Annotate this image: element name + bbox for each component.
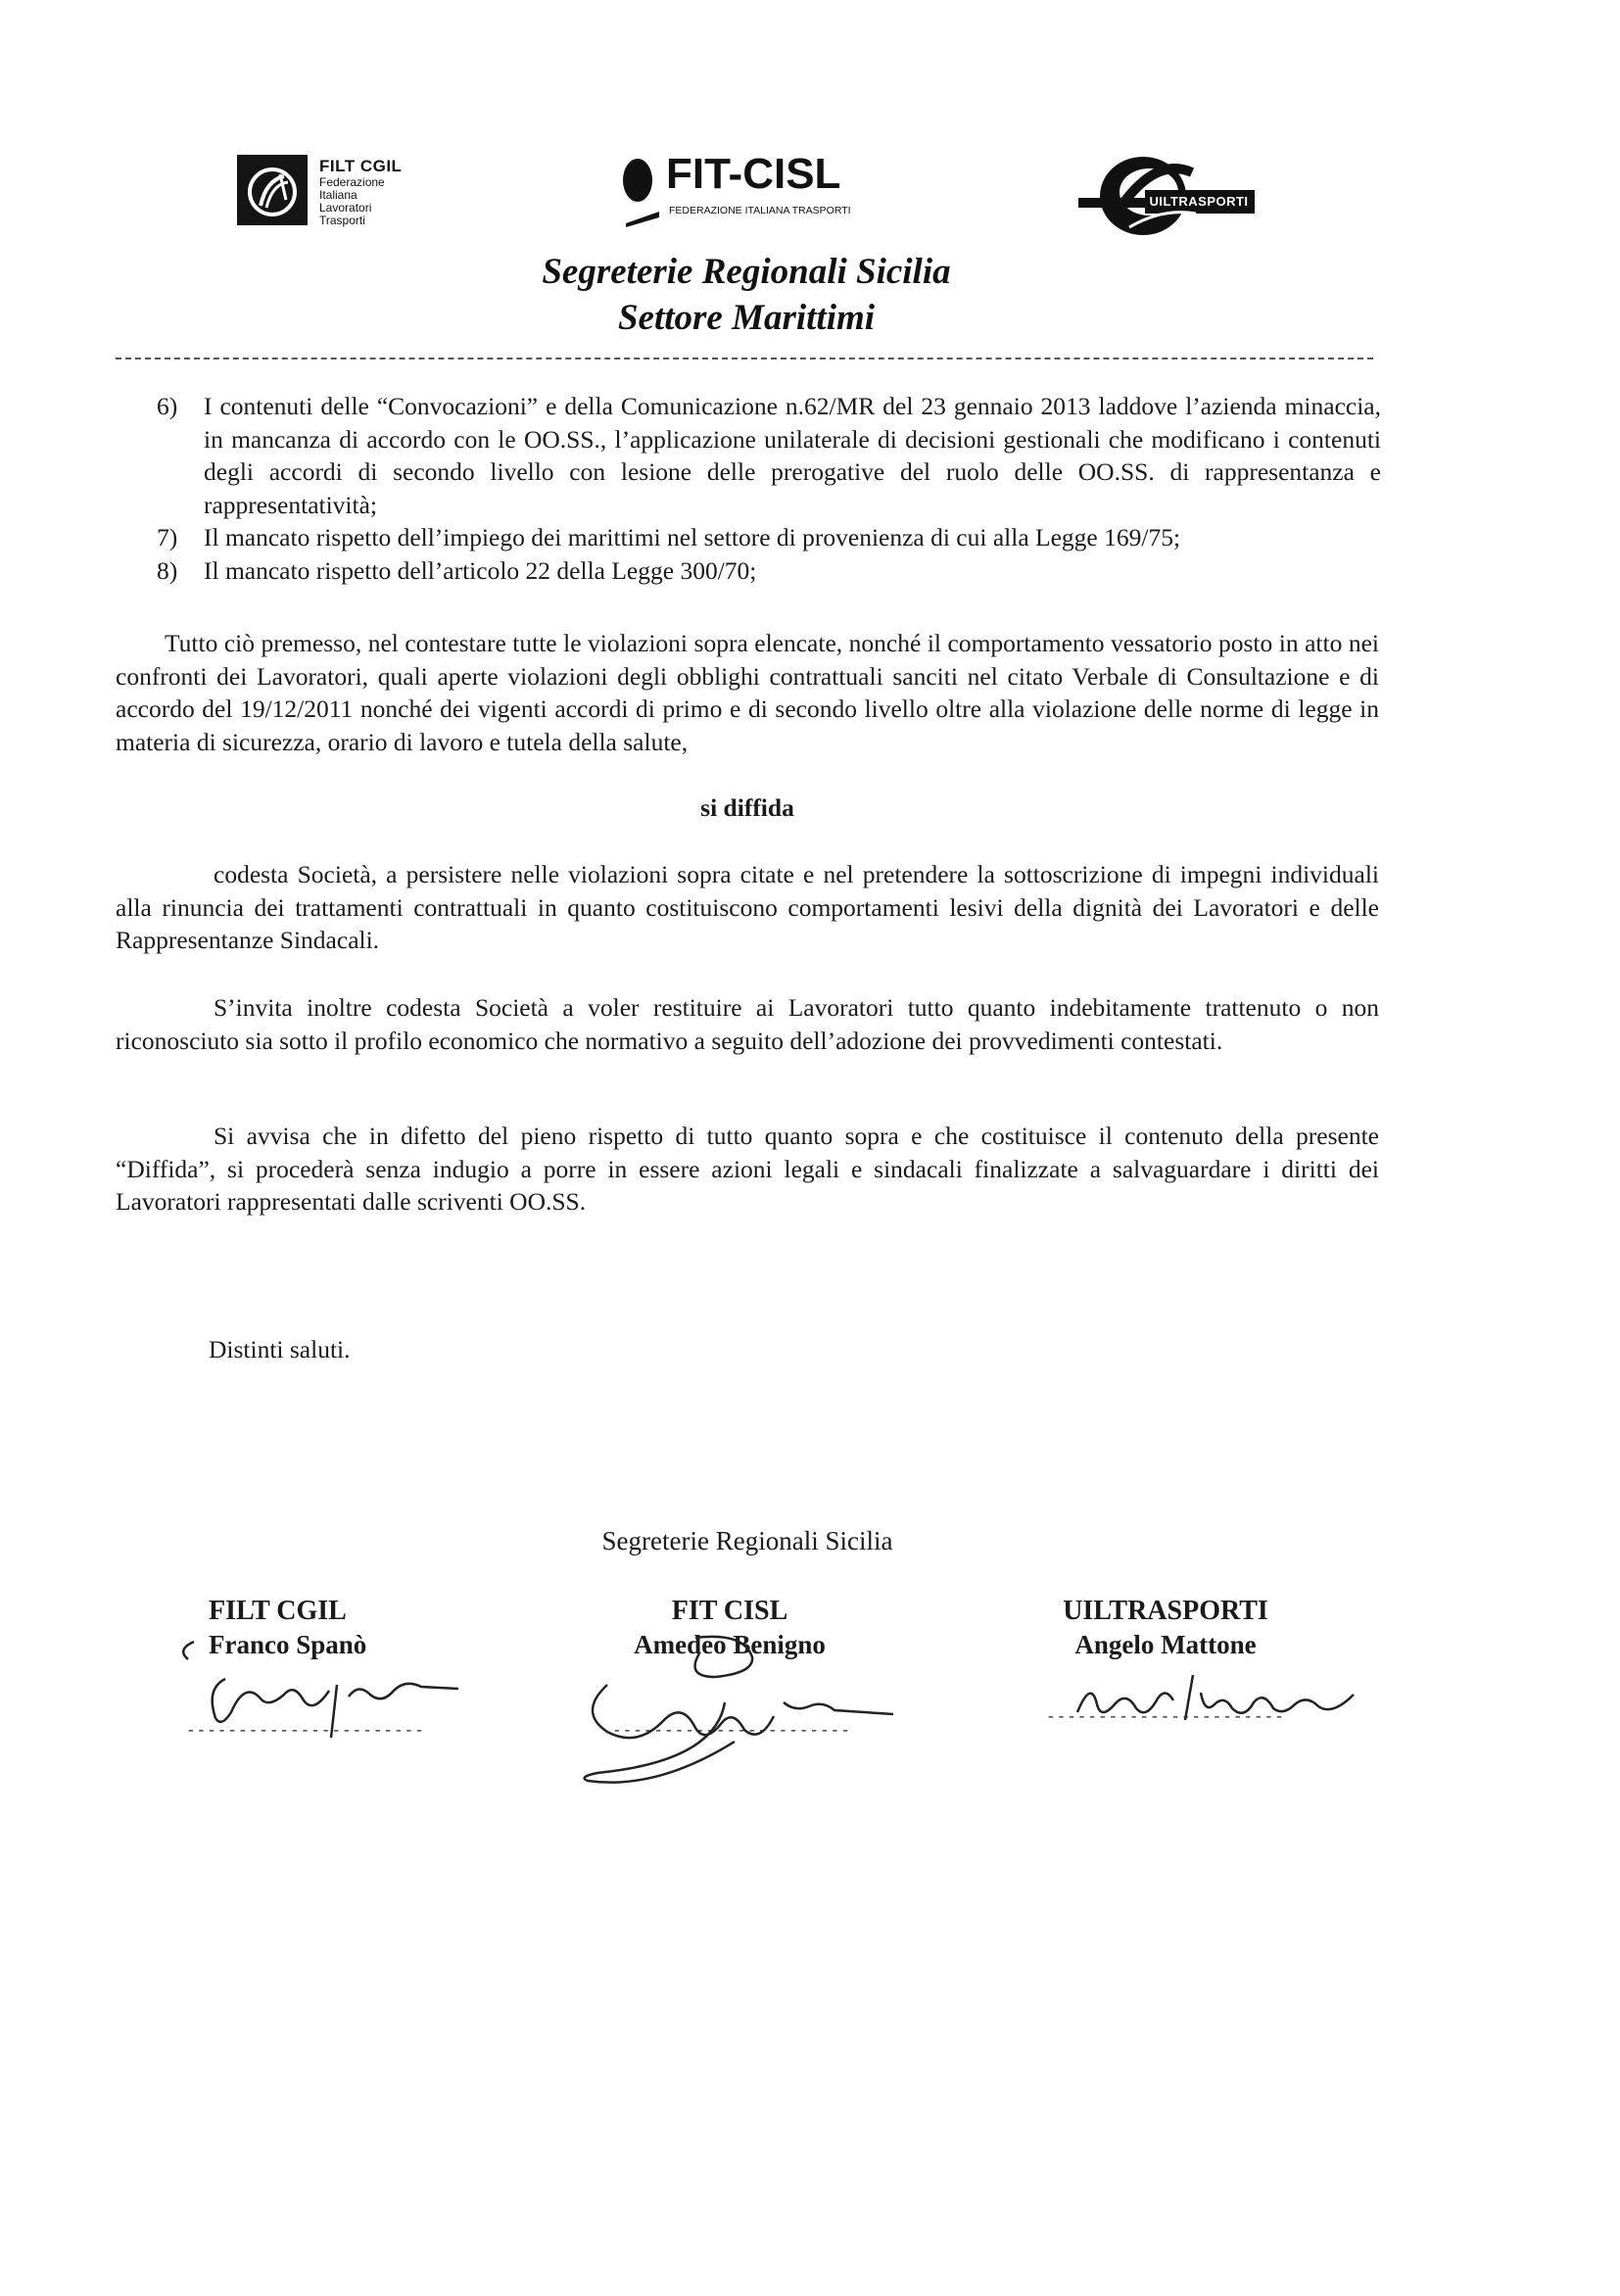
- signature-line: -----------------------: [1046, 1708, 1285, 1726]
- filt-cgil-emblem-icon: [237, 155, 308, 225]
- list-item-text: Il mancato rispetto dell’impiego dei marittimi nel settore di provenienza di cui alla Legge 169/75;: [204, 523, 1181, 551]
- cisl-logo-subtitle: FEDERAZIONE ITALIANA TRASPORTI: [669, 205, 851, 216]
- filt-cgil-logo: [237, 155, 403, 253]
- diffida-heading: si diffida: [700, 793, 794, 822]
- signature-org: FILT CGIL: [209, 1596, 347, 1626]
- paragraph-invito: S’invita inoltre codesta Società a voler restituire ai Lavoratori tutto quanto indebitamente trattenuto o non riconosciuto sia sotto il profilo economico che normativo a seguito dell’adozione dei provvedimenti contestati.: [116, 993, 1379, 1055]
- uiltrasporti-logo-name: UILTRASPORTI: [1149, 194, 1249, 209]
- signature-person: Angelo Mattone: [1074, 1630, 1257, 1659]
- signatures-header: Segreterie Regionali Sicilia: [601, 1526, 893, 1555]
- cgil-logo-line: Federazione: [319, 175, 385, 189]
- closing-greeting: Distinti saluti.: [209, 1335, 351, 1363]
- list-item-text: Il mancato rispetto dell’articolo 22 della Legge 300/70;: [204, 555, 757, 585]
- header-divider: [116, 358, 1373, 359]
- cisl-logo-name: FIT-CISL: [666, 150, 841, 198]
- fit-cisl-logo: [620, 149, 884, 239]
- handwritten-signature: [568, 1634, 901, 1791]
- cgil-logo-line: Italiana: [319, 188, 357, 202]
- cgil-logo-name: FILT CGIL: [319, 157, 403, 175]
- list-item: [157, 521, 1381, 554]
- paragraph-premise: Tutto ciò premesso, nel contestare tutte le violazioni sopra elencate, nonché il comportamento vessatorio posto in atto nei confronti dei Lavoratori, quali aperte violazioni degli obblighi contrattuali sanciti nel citato Verbale di Consultazione e di accordo del 19/12/2011 nonché dei vigenti accordi di primo e di secondo livello oltre alla violazione delle norme di legge in materia di sicurezza, orario di lavoro e tutela della salute,: [116, 629, 1379, 756]
- list-item-number: 8): [157, 555, 178, 585]
- uiltrasporti-logo: [1074, 145, 1261, 253]
- cgil-logo-line: Lavoratori: [319, 201, 372, 215]
- cgil-logo-line: Trasporti: [319, 214, 365, 227]
- list-item-number: 6): [157, 392, 178, 420]
- cisl-mark-icon: [620, 149, 667, 227]
- signature-line: -----------------------: [612, 1722, 851, 1740]
- list-item-number: 7): [157, 523, 178, 551]
- signature-line: -----------------------: [186, 1722, 425, 1740]
- document-title: Segreterie Regionali Sicilia: [542, 252, 951, 292]
- list-item: [157, 554, 1381, 588]
- violations-list: [157, 390, 1381, 587]
- list-item: [157, 390, 1381, 521]
- signature-org: FIT CISL: [671, 1596, 788, 1626]
- paragraph-avviso: Si avvisa che in difetto del pieno rispetto di tutto quanto sopra e che costituisce il contenuto della presente “Diffida”, si procederà senza indugio a porre in essere azioni legali e sindacali finalizzate a salvaguardare i diritti dei Lavoratori rappresentati dalle scriventi OO.SS.: [116, 1122, 1379, 1216]
- signature-org: UILTRASPORTI: [1063, 1596, 1268, 1626]
- list-item-text: I contenuti delle “Convocazioni” e della Comunicazione n.62/MR del 23 gennaio 2013 laddove l’azienda minaccia, in mancanza di accordo con le OO.SS., l’applicazione unilaterale di decisioni gestionali che modificano i contenuti degli accordi di secondo livello con lesione delle prerogative del ruolo delle OO.SS. di rappresentanza e rappresentatività;: [204, 392, 1381, 519]
- signature-person: Amedeo Benigno: [634, 1630, 826, 1659]
- paragraph-diffida: codesta Società, a persistere nelle violazioni sopra citate e nel pretendere la sottoscrizione di impegni individuali alla rinuncia dei trattamenti contrattuali in quanto costituiscono comportamenti lesivi della dignità dei Lavoratori e delle Rappresentanze Sindacali.: [116, 860, 1379, 954]
- document-subtitle: Settore Marittimi: [617, 298, 876, 338]
- signature-block-uil: [1019, 1595, 1312, 1661]
- signature-person: Franco Spanò: [209, 1630, 367, 1659]
